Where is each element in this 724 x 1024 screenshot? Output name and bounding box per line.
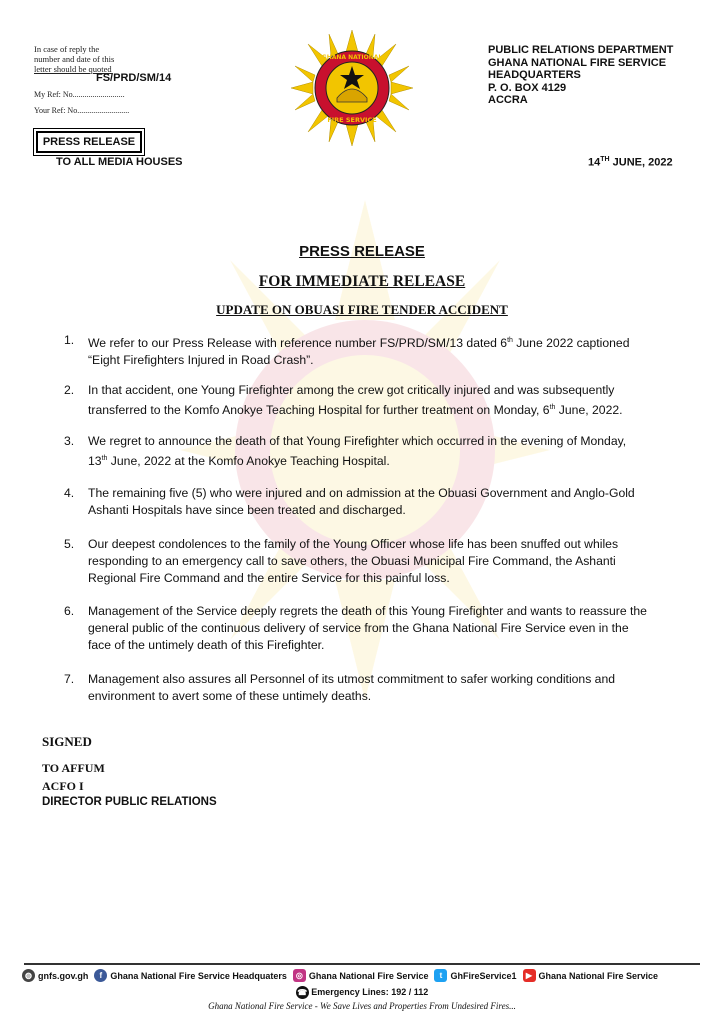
website-label: gnfs.gov.gh	[38, 970, 89, 981]
address-line: PUBLIC RELATIONS DEPARTMENT	[488, 44, 674, 56]
subtitle: FOR IMMEDIATE RELEASE	[258, 273, 466, 290]
paragraph-4	[88, 485, 682, 519]
reply-note-line: letter should be quoted	[34, 64, 112, 74]
superscript: th	[549, 404, 556, 411]
instagram-icon: ◎	[293, 969, 306, 982]
date-day: 14	[588, 156, 601, 169]
address-line: GHANA NATIONAL FIRE SERVICE	[488, 56, 667, 69]
logo-text-bottom: FIRE SERVICE	[327, 116, 377, 124]
superscript: th	[101, 455, 108, 462]
signed-label: SIGNED	[42, 734, 92, 749]
paragraph-text: Our deepest condolences to the family of the Young Officer whose life has been snuffed out whiles	[88, 537, 619, 551]
reply-note-line: In case of reply the	[34, 44, 100, 54]
emergency-lines	[0, 986, 724, 999]
paragraph-text: June, 2022 at the Komfo Anokye Teaching Hospital.	[107, 454, 390, 469]
paragraph-text: We regret to announce the death of that Young Firefighter which occurred in the evening of Monday,	[88, 434, 627, 448]
facebook-link[interactable]	[94, 969, 287, 982]
reply-note-line: number and date of this	[34, 54, 115, 64]
paragraph-text: environment to avert some of these untimely deaths.	[88, 689, 372, 703]
paragraph-number: 6.	[64, 604, 75, 618]
paragraph-number: 7.	[64, 672, 75, 686]
paragraph-text: general public of the continuous delivery of service from the Ghana National Fire Service even in the	[88, 621, 629, 635]
paragraph-text: Regional Fire Command and the entire Service for this painful loss.	[88, 571, 450, 585]
release-date	[588, 156, 673, 169]
instagram-label: Ghana National Fire Service	[308, 970, 429, 981]
paragraph-text: “Eight Firefighters Injured in Road Crash”.	[88, 353, 314, 368]
website-link[interactable]	[22, 969, 88, 982]
paragraph-6	[88, 603, 682, 654]
instagram-link[interactable]	[293, 969, 429, 982]
paragraph-text: June 2022 captioned	[512, 336, 630, 351]
my-ref: My Ref: No..........................	[34, 90, 125, 99]
paragraph-2	[88, 382, 682, 419]
paragraph-7	[88, 671, 682, 705]
twitter-link[interactable]	[434, 969, 516, 982]
main-title: PRESS RELEASE	[299, 243, 425, 260]
press-release-box: PRESS RELEASE	[36, 131, 142, 153]
date-suffix: TH	[600, 156, 610, 163]
logo-text-top: GHANA NATIONAL	[321, 54, 383, 61]
footer-motto: Ghana National Fire Service - We Save Lives and Properties From Undesired Fires...	[208, 1001, 516, 1011]
paragraph-text: June, 2022.	[555, 403, 623, 418]
paragraph-text: Management also assures all Personnel of its utmost commitment to safer working conditions and	[88, 672, 616, 686]
paragraph-text: The remaining five (5) who were injured and on admission at the Obuasi Government and Anglo-Gold	[88, 486, 635, 500]
paragraph-text: We refer to our Press Release with reference number FS/PRD/SM/13 dated 6	[88, 336, 508, 351]
address-line: P. O. BOX 4129	[488, 81, 567, 94]
paragraph-text: responding to an emergency call to save others, the Obuasi Municipal Fire Command, the Ashanti	[88, 554, 616, 568]
superscript: th	[507, 337, 513, 344]
department-address	[488, 44, 673, 107]
paragraph-text: Management of the Service deeply regrets the death of this Young Firefighter and wants to reassure the	[88, 604, 647, 618]
twitter-label: GhFireService1	[450, 970, 517, 981]
footer-social-links	[22, 969, 702, 982]
signatory-rank: ACFO I	[42, 779, 84, 793]
footer-divider	[24, 963, 700, 965]
facebook-icon: f	[94, 969, 107, 982]
paragraph-5	[88, 536, 682, 587]
paragraph-number: 5.	[64, 537, 75, 551]
paragraph-number: 4.	[64, 486, 75, 500]
paragraph-number: 3.	[64, 434, 75, 448]
paragraph-text: face of the untimely death of this Firefighter.	[88, 638, 325, 652]
your-ref: Your Ref: No..........................	[34, 106, 130, 115]
paragraph-text: In that accident, one Young Firefighter among the crew got critically injured and was subsequently	[88, 383, 615, 397]
facebook-label: Ghana National Fire Service Headquaters	[110, 970, 287, 981]
reply-instructions	[34, 44, 144, 74]
phone-icon: ☎	[297, 988, 308, 997]
to-media-houses: TO ALL MEDIA HOUSES	[56, 156, 183, 168]
paragraph-text: 13	[88, 454, 102, 469]
paragraph-1	[88, 332, 682, 369]
globe-icon: ◍	[22, 969, 35, 982]
paragraph-text: transferred to the Komfo Anokye Teaching Hospital for further treatment on Monday, 6	[88, 403, 550, 418]
address-line: ACCRA	[488, 94, 528, 107]
paragraph-3	[88, 433, 682, 470]
signatory-title: DIRECTOR PUBLIC RELATIONS	[42, 796, 217, 808]
reference-number: FS/PRD/SM/14	[96, 72, 172, 84]
signatory-name: TO AFFUM	[42, 761, 105, 775]
date-rest: JUNE, 2022	[609, 156, 673, 169]
address-line: HEADQUARTERS	[488, 69, 581, 82]
youtube-icon: ▶	[523, 969, 536, 982]
youtube-label: Ghana National Fire Service	[538, 970, 659, 981]
twitter-icon: t	[434, 969, 447, 982]
paragraph-number: 2.	[64, 383, 75, 397]
fire-service-logo	[291, 30, 413, 146]
youtube-link[interactable]	[523, 969, 659, 982]
emergency-label: Emergency Lines: 192 / 112	[311, 987, 429, 997]
paragraph-number: 1.	[64, 333, 75, 347]
paragraph-text: Ashanti Hospitals have since been treated and discharged.	[88, 503, 406, 517]
topic-title: UPDATE ON OBUASI FIRE TENDER ACCIDENT	[216, 302, 508, 317]
